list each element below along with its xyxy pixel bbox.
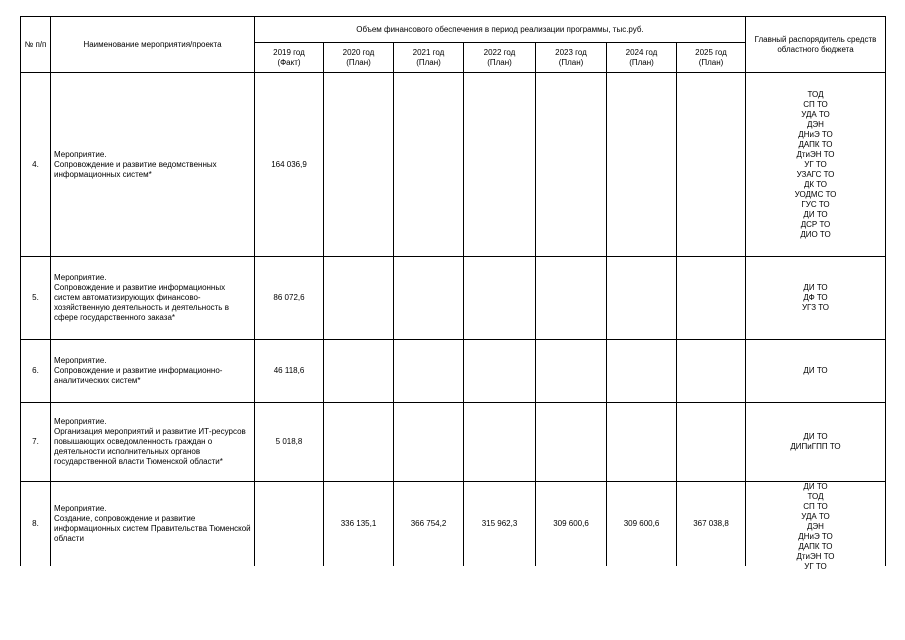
row-value [607, 403, 677, 482]
row-value [324, 340, 394, 403]
row-value [394, 73, 464, 257]
row-name: Мероприятие. Создание, сопровождение и развитие информационных систем Правительства Тюменской области [51, 482, 255, 567]
row-distributors-cell [746, 482, 886, 571]
row-value: 336 135,1 [324, 482, 394, 567]
row-value: 366 754,2 [394, 482, 464, 567]
row-distributors: ДИ ТО ДИПиГПП ТО [746, 403, 886, 482]
row-name: Мероприятие. Сопровождение и развитие ведомственных информационных систем* [51, 73, 255, 257]
header-name: Наименование мероприятия/проекта [51, 17, 255, 73]
row-value [464, 340, 536, 403]
row-value: 367 038,8 [677, 482, 746, 567]
row-value [324, 403, 394, 482]
row-value [677, 403, 746, 482]
row-value: 164 036,9 [255, 73, 324, 257]
row-num: 6. [21, 340, 51, 403]
row-value [464, 73, 536, 257]
row-name: Мероприятие. Сопровождение и развитие информационных систем автоматизирующих финансово-хозяйственную деятельность и деятельность в сфере государственного заказа* [51, 257, 255, 340]
row-value [607, 340, 677, 403]
year-header: 2020 год (План) [324, 43, 394, 73]
row-value [324, 73, 394, 257]
row-value [464, 403, 536, 482]
table-row [21, 403, 886, 482]
row-num: 5. [21, 257, 51, 340]
row-value: 5 018,8 [255, 403, 324, 482]
row-value [536, 340, 607, 403]
row-value: 315 962,3 [464, 482, 536, 567]
row-value [394, 403, 464, 482]
header-distributor: Главный распорядитель средств областного бюджета [746, 17, 886, 73]
row-value [536, 257, 607, 340]
row-value [464, 257, 536, 340]
row-value [677, 73, 746, 257]
row-num: 7. [21, 403, 51, 482]
row-value [677, 340, 746, 403]
row-value [607, 73, 677, 257]
table-row [21, 73, 886, 257]
row-num: 4. [21, 73, 51, 257]
row-value [394, 340, 464, 403]
row-value [255, 482, 324, 567]
header-row-top [21, 17, 886, 43]
row-value [536, 73, 607, 257]
table-row [21, 340, 886, 403]
year-header: 2025 год (План) [677, 43, 746, 73]
row-value [677, 257, 746, 340]
row-name: Мероприятие. Организация мероприятий и развитие ИТ-ресурсов повышающих осведомленность граждан о деятельности исполнительных органов государственной власти Тюменской области* [51, 403, 255, 482]
row-value [607, 257, 677, 340]
row-value: 86 072,6 [255, 257, 324, 340]
row-value [536, 403, 607, 482]
row-distributors: ДИ ТО [746, 340, 886, 403]
row-distributors: ДИ ТО ДФ ТО УГЗ ТО [746, 257, 886, 340]
header-num: № п/п [21, 17, 51, 73]
year-header: 2023 год (План) [536, 43, 607, 73]
year-header: 2021 год (План) [394, 43, 464, 73]
row-value: 309 600,6 [536, 482, 607, 567]
year-header: 2022 год (План) [464, 43, 536, 73]
row-distributors: ДИ ТО ТОД СП ТО УДА ТО ДЭН ДНиЭ ТО ДАПК ТО ДтиЭН ТО УГ ТО [796, 482, 835, 571]
row-value [394, 257, 464, 340]
year-header: 2024 год (План) [607, 43, 677, 73]
row-value: 309 600,6 [607, 482, 677, 567]
year-header: 2019 год (Факт) [255, 43, 324, 73]
row-value [324, 257, 394, 340]
row-name: Мероприятие. Сопровождение и развитие информационно-аналитических систем* [51, 340, 255, 403]
funding-table [20, 16, 886, 571]
table-row [21, 482, 886, 567]
row-value: 46 118,6 [255, 340, 324, 403]
row-num: 8. [21, 482, 51, 567]
row-distributors: ТОД СП ТО УДА ТО ДЭН ДНиЭ ТО ДАПК ТО ДтиЭН ТО УГ ТО УЗАГС ТО ДК ТО УОДМС ТО ГУС ТО ДИ ТО ДСР ТО ДИО ТО [746, 73, 886, 257]
header-funding: Объем финансового обеспечения в период реализации программы, тыс.руб. [255, 17, 746, 43]
table-row [21, 257, 886, 340]
